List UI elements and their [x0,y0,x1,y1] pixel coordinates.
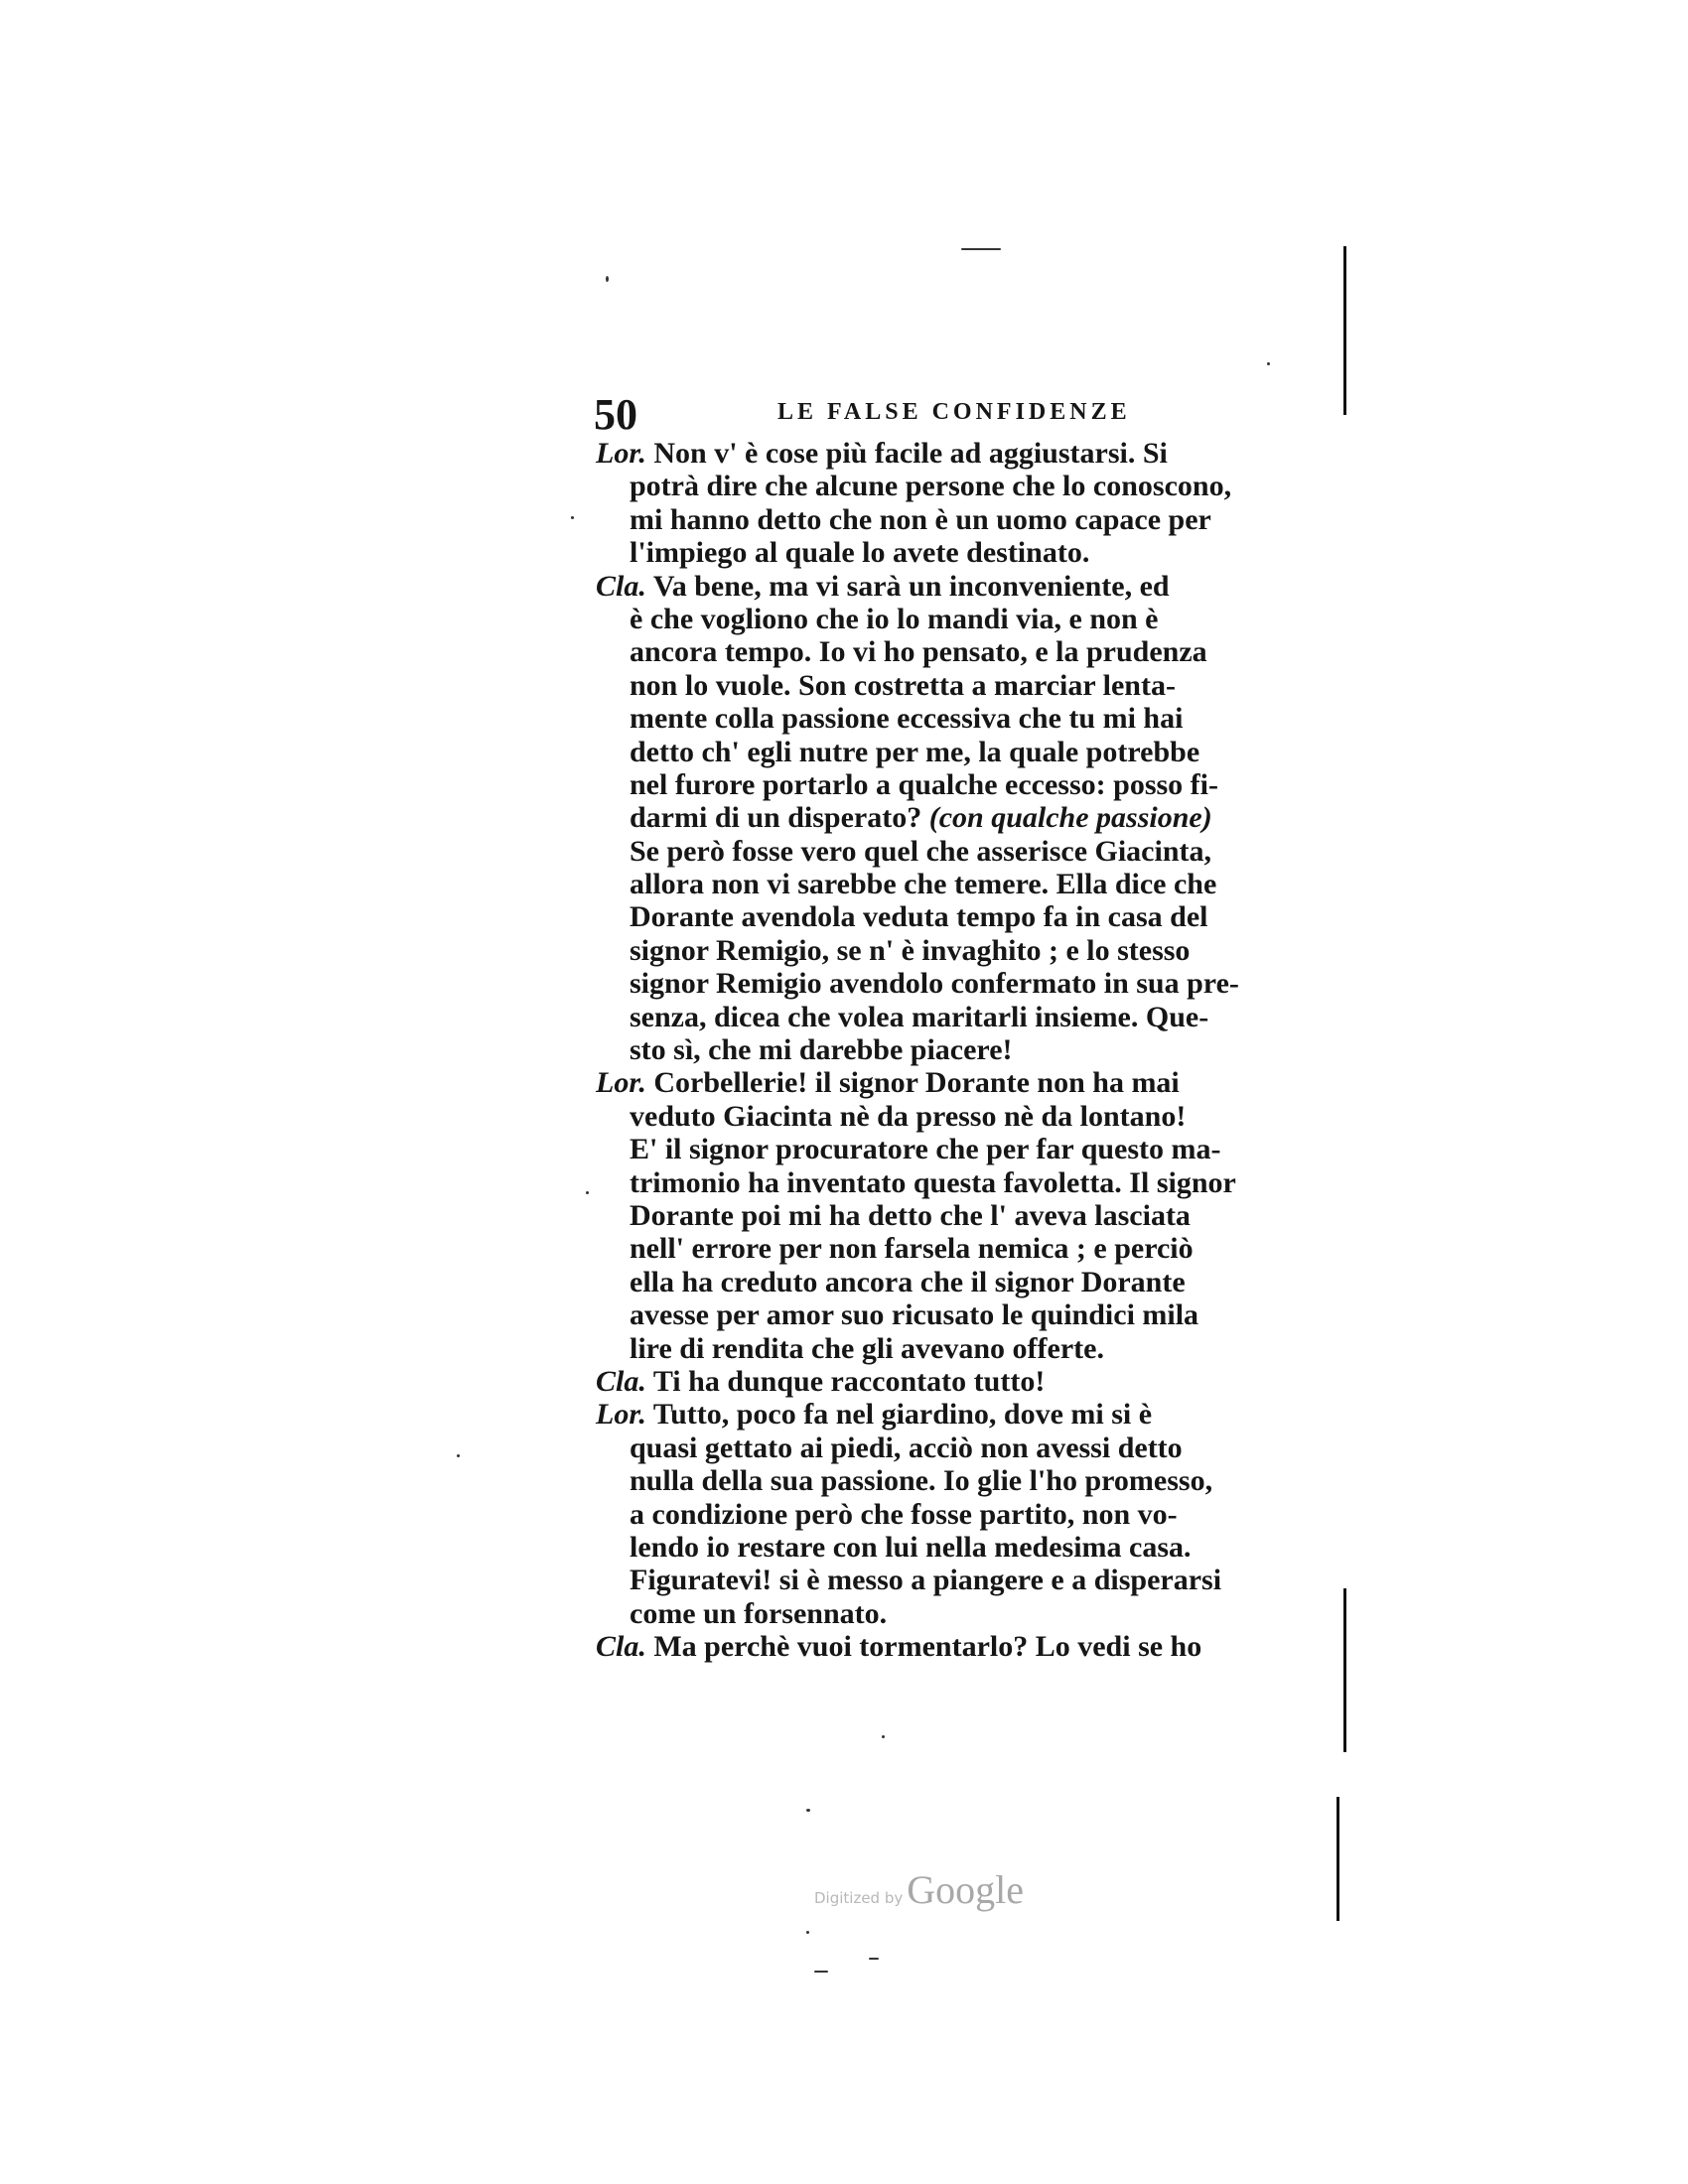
speech-line [596,868,1331,900]
line-text: mente colla passione eccessiva che tu mi hai [630,702,1184,736]
speech-line [596,1166,1331,1199]
line-text: veduto Giacinta nè da presso nè da lontano! [630,1099,1187,1133]
scan-speck [586,1191,589,1194]
speaker-label: Lor. [596,1066,646,1100]
speech-line [596,1199,1331,1232]
line-text: allora non vi sarebbe che temere. Ella dice che [630,868,1217,901]
scan-speck [806,1809,810,1812]
page-number: 50 [594,390,637,439]
line-text: signor Remigio, se n' è invaghito ; e lo stesso [630,933,1191,967]
line-text: Figuratevi! si è messo a piangere e a disperarsi [630,1564,1222,1597]
speech-line [596,1464,1331,1497]
line-text: Ti ha dunque raccontato tutto! [652,1364,1046,1398]
speech-line [596,1498,1331,1531]
line-text: detto ch' egli nutre per me, la quale potrebbe [630,735,1200,768]
speech-line [596,1266,1331,1298]
line-text: come un forsennato. [630,1596,888,1630]
speech-line [596,1332,1331,1365]
speech-line [596,1597,1331,1630]
speech-line [596,1033,1331,1066]
speech-first-line [596,1365,1331,1398]
line-text: darmi di un disperato? [630,801,922,835]
line-text: Tutto, poco fa nel giardino, dove mi si è [652,1398,1153,1432]
speech-line [596,1001,1331,1033]
line-text: è che vogliono che io lo mandi via, e non è [630,602,1159,635]
scan-edge-mark [1336,1797,1339,1921]
speaker-label: Cla. [596,1364,646,1398]
line-text: ancora tempo. Io vi ho pensato, e la prudenza [630,635,1207,669]
running-head: LE FALSE CONFIDENZE [777,399,1131,425]
google-logo: Google [907,1867,1025,1912]
speaker-label: Cla. [596,569,646,603]
speech-line [596,736,1331,768]
line-text: nell' errore per non farsela nemica ; e perciò [630,1232,1194,1266]
line-text: signor Remigio avendolo confermato in sua pre- [630,967,1239,1001]
scan-edge-mark [1343,246,1346,415]
speech-line [596,1298,1331,1331]
speech-line [596,934,1331,967]
speech-line [596,835,1331,868]
line-text: Dorante avendola veduta tempo fa in casa del [630,900,1208,934]
speech-line [596,503,1331,536]
scan-speck [806,1931,809,1934]
scan-speck [457,1454,460,1457]
line-text: sto sì, che mi darebbe piacere! [630,1033,1013,1067]
line-text: non lo vuole. Son costretta a marciar lenta- [630,668,1176,702]
scan-speck [814,1971,828,1973]
speech-first-line [596,570,1331,603]
line-text: lire di rendita che gli avevano offerte. [630,1331,1104,1365]
line-text: nel furore portarlo a qualche eccesso: posso fi- [630,767,1218,801]
line-text: Se però fosse vero quel che asserisce Giacinta, [630,834,1212,868]
speech-line [596,635,1331,668]
line-text: Va bene, ma vi sarà un inconveniente, ed [652,569,1170,603]
watermark-prefix: Digitized by [814,1889,904,1907]
speech-line [596,1232,1331,1265]
line-text: potrà dire che alcune persone che lo conoscono, [630,470,1232,503]
line-text: mi hanno detto che non è un uomo capace per [630,502,1211,536]
speech-line [596,900,1331,933]
scan-speck [571,516,574,519]
scan-speck [882,1735,885,1738]
page-header [594,389,1329,439]
line-text: lendo io restare con lui nella medesima casa. [630,1530,1192,1564]
line-text: l'impiego al quale lo avete destinato. [630,536,1090,570]
speech-first-line [596,1630,1331,1663]
speech-line [596,603,1331,635]
speaker-label: Lor. [596,1398,646,1432]
scan-speck [961,248,1001,250]
line-text: ella ha creduto ancora che il signor Dorante [630,1265,1186,1298]
scan-speck [606,276,609,282]
line-text: trimonio ha inventato questa favoletta. Il signor [630,1165,1236,1199]
line-text: avesse per amor suo ricusato le quindici mila [630,1298,1199,1332]
stage-direction: (con qualche passione) [928,801,1212,835]
speech-line [596,669,1331,702]
line-text: quasi gettato ai piedi, acciò non avessi detto [630,1431,1183,1464]
line-text: Ma perchè vuoi tormentarlo? Lo vedi se ho [653,1630,1202,1664]
speaker-label: Cla. [596,1630,646,1664]
scan-speck [1267,362,1270,365]
speech-first-line [596,1066,1331,1099]
speech-line [596,702,1331,735]
line-text: E' il signor procuratore che per far questo ma- [630,1133,1221,1166]
line-text: Corbellerie! il signor Dorante non ha mai [653,1066,1180,1100]
speech-line [596,1100,1331,1133]
speech-line [596,1133,1331,1165]
speech-line [596,536,1331,569]
scan-edge-mark [1343,1588,1346,1752]
speech-line [596,768,1331,801]
dialogue-text [596,437,1331,1663]
line-text: Dorante poi mi ha detto che l' aveva lasciata [630,1198,1191,1232]
digitized-watermark [814,1866,1024,1913]
speech-line [596,1531,1331,1564]
speaker-label: Lor. [596,437,646,470]
line-text: nulla della sua passione. Io glie l'ho promesso, [630,1464,1213,1498]
speech-first-line [596,1398,1331,1431]
speech-line [596,470,1331,502]
speech-line [596,1432,1331,1464]
speech-line [596,801,1331,834]
line-text: Non v' è cose più facile ad aggiustarsi. Si [653,437,1168,470]
line-text: senza, dicea che volea maritarli insieme. Que- [630,1000,1209,1033]
speech-line [596,967,1331,1000]
speech-first-line [596,437,1331,470]
line-text: a condizione però che fosse partito, non vo- [630,1497,1178,1531]
speech-line [596,1564,1331,1596]
scan-speck [869,1958,879,1960]
